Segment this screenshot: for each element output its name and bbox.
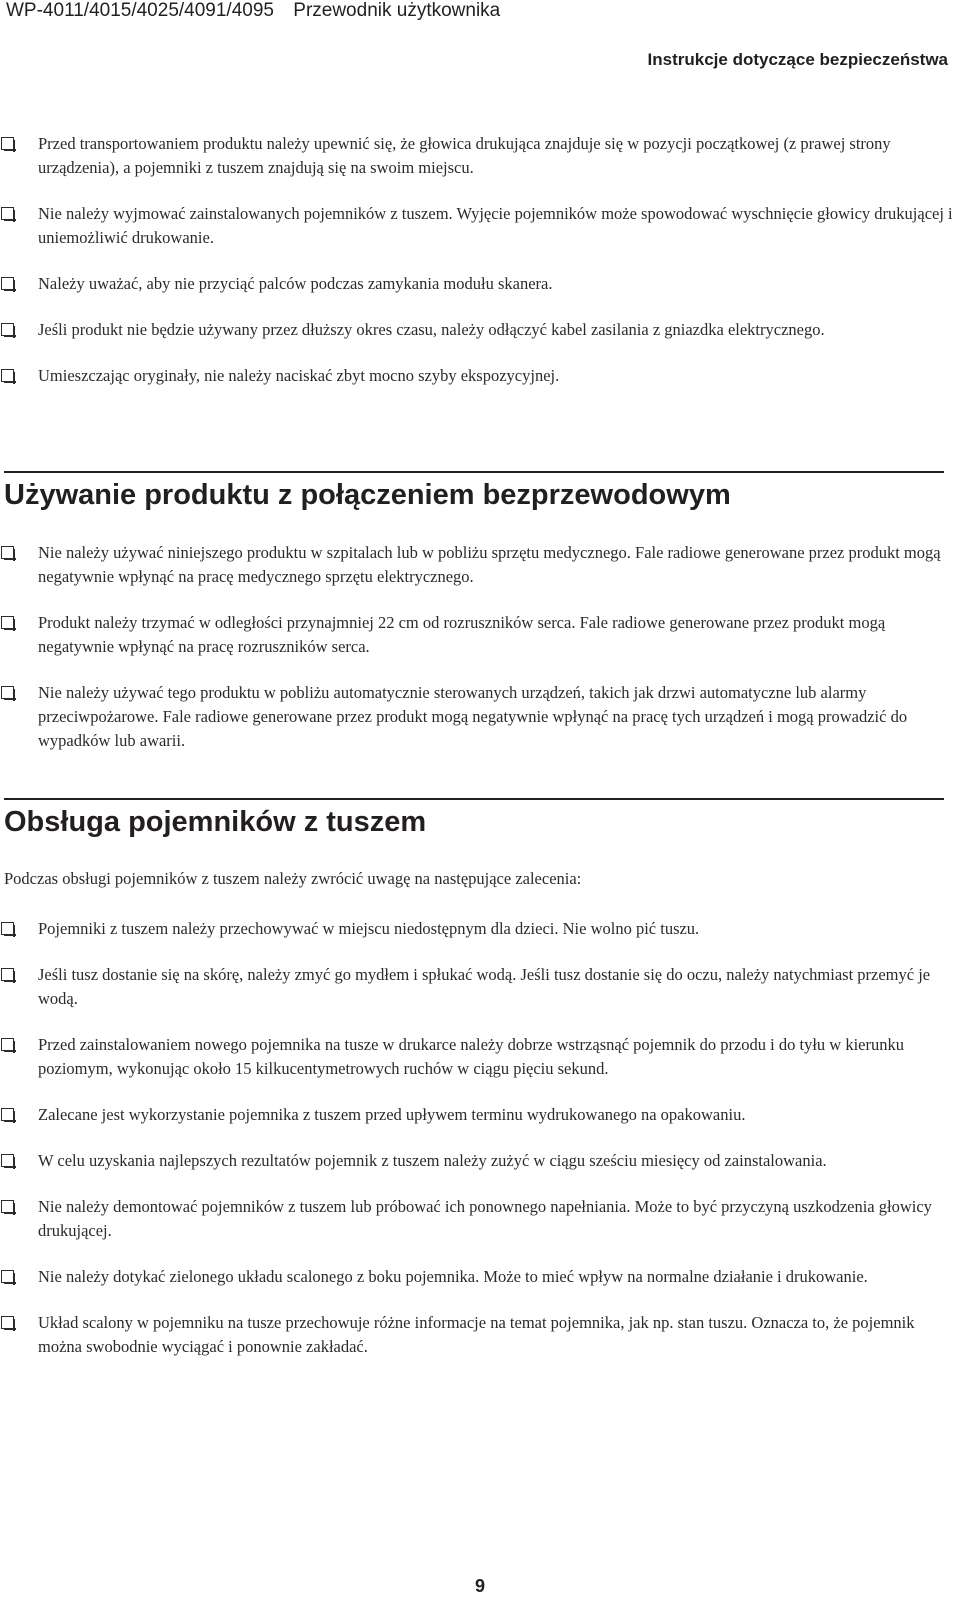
list-item: Układ scalony w pojemniku na tusze przechowuje różne informacje na temat pojemnika, jak np. stan tuszu. Oznacza to, że pojemnik można swobodnie wyciągać i ponownie zakładać.: [0, 1311, 958, 1359]
list-item: Zalecane jest wykorzystanie pojemnika z tuszem przed upływem terminu wydrukowanego na opakowaniu.: [0, 1103, 958, 1127]
list-item: Należy uważać, aby nie przyciąć palców podczas zamykania modułu skanera.: [0, 272, 958, 296]
guide-title: Przewodnik użytkownika: [293, 0, 501, 21]
list-item: W celu uzyskania najlepszych rezultatów pojemnik z tuszem należy zużyć w ciągu sześciu miesięcy od zainstalowania.: [0, 1149, 958, 1173]
page-number: 9: [474, 1576, 485, 1596]
running-header: [6, 0, 500, 22]
list-item: Jeśli tusz dostanie się na skórę, należy zmyć go mydłem i spłukać wodą. Jeśli tusz dostanie się do oczu, należy natychmiast przemyć je wodą.: [0, 963, 958, 1011]
checkbox-bullet-icon: [1, 616, 14, 629]
section-heading-ink: Obsługa pojemników z tuszem: [4, 806, 427, 838]
checkbox-bullet-icon: [1, 323, 14, 336]
list-item: Przed transportowaniem produktu należy upewnić się, że głowica drukująca znajduje się w pozycji początkowej (z prawej strony urządzenia), a pojemniki z tuszem znajdują się na swoim miejscu.: [0, 132, 958, 180]
list-item: Jeśli produkt nie będzie używany przez dłuższy okres czasu, należy odłączyć kabel zasilania z gniazdka elektrycznego.: [0, 318, 958, 342]
section-divider: [4, 471, 944, 473]
ink-list: [0, 917, 958, 1359]
list-item: Produkt należy trzymać w odległości przynajmniej 22 cm od rozruszników serca. Fale radiowe generowane przez produkt mogą negatywnie wpłynąć na pracę rozruszników serca.: [0, 611, 958, 659]
checkbox-bullet-icon: [1, 277, 14, 290]
safety-list: [0, 132, 958, 388]
checkbox-bullet-icon: [1, 686, 14, 699]
product-model: WP-4011/4015/4025/4091/4095: [6, 0, 274, 21]
checkbox-bullet-icon: [1, 1200, 14, 1213]
list-item: Nie należy demontować pojemników z tuszem lub próbować ich ponownego napełniania. Może to być przyczyną uszkodzenia głowicy drukującej.: [0, 1195, 958, 1243]
list-item: Nie należy wyjmować zainstalowanych pojemników z tuszem. Wyjęcie pojemników może spowodować wyschnięcie głowicy drukującej i uniemożliwić drukowanie.: [0, 202, 958, 250]
checkbox-bullet-icon: [1, 1270, 14, 1283]
checkbox-bullet-icon: [1, 137, 14, 150]
checkbox-bullet-icon: [1, 1108, 14, 1121]
checkbox-bullet-icon: [1, 546, 14, 559]
checkbox-bullet-icon: [1, 207, 14, 220]
list-item: Przed zainstalowaniem nowego pojemnika na tusze w drukarce należy dobrze wstrząsnąć pojemnik do przodu i do tyłu w kierunku poziomym, wykonując około 15 kilkucentymetrowych ruchów w ciągu pięciu sekund.: [0, 1033, 958, 1081]
section-running-title: Instrukcje dotyczące bezpieczeństwa: [647, 50, 948, 69]
list-item: Nie należy używać niniejszego produktu w szpitalach lub w pobliżu sprzętu medycznego. Fale radiowe generowane przez produkt mogą negatywnie wpłynąć na pracę medycznego sprzętu elektrycznego.: [0, 541, 958, 589]
list-item: Nie należy używać tego produktu w pobliżu automatycznie sterowanych urządzeń, takich jak drzwi automatyczne lub alarmy przeciwpożarowe. Fale radiowe generowane przez produkt mogą negatywnie wpłynąć na pracę tych urządzeń i mogą prowadzić do wypadków lub awarii.: [0, 681, 958, 753]
checkbox-bullet-icon: [1, 369, 14, 382]
checkbox-bullet-icon: [1, 1316, 14, 1329]
list-item: Pojemniki z tuszem należy przechowywać w miejscu niedostępnym dla dzieci. Nie wolno pić tuszu.: [0, 917, 958, 941]
checkbox-bullet-icon: [1, 968, 14, 981]
section-heading-wireless: Używanie produktu z połączeniem bezprzewodowym: [4, 479, 731, 511]
section-divider: [4, 798, 944, 800]
section-intro: Podczas obsługi pojemników z tuszem należy zwrócić uwagę na następujące zalecenia:: [4, 869, 582, 888]
checkbox-bullet-icon: [1, 1038, 14, 1051]
list-item: Nie należy dotykać zielonego układu scalonego z boku pojemnika. Może to mieć wpływ na normalne działanie i drukowanie.: [0, 1265, 958, 1289]
list-item: Umieszczając oryginały, nie należy naciskać zbyt mocno szyby ekspozycyjnej.: [0, 364, 958, 388]
checkbox-bullet-icon: [1, 1154, 14, 1167]
wireless-list: [0, 541, 958, 753]
checkbox-bullet-icon: [1, 922, 14, 935]
